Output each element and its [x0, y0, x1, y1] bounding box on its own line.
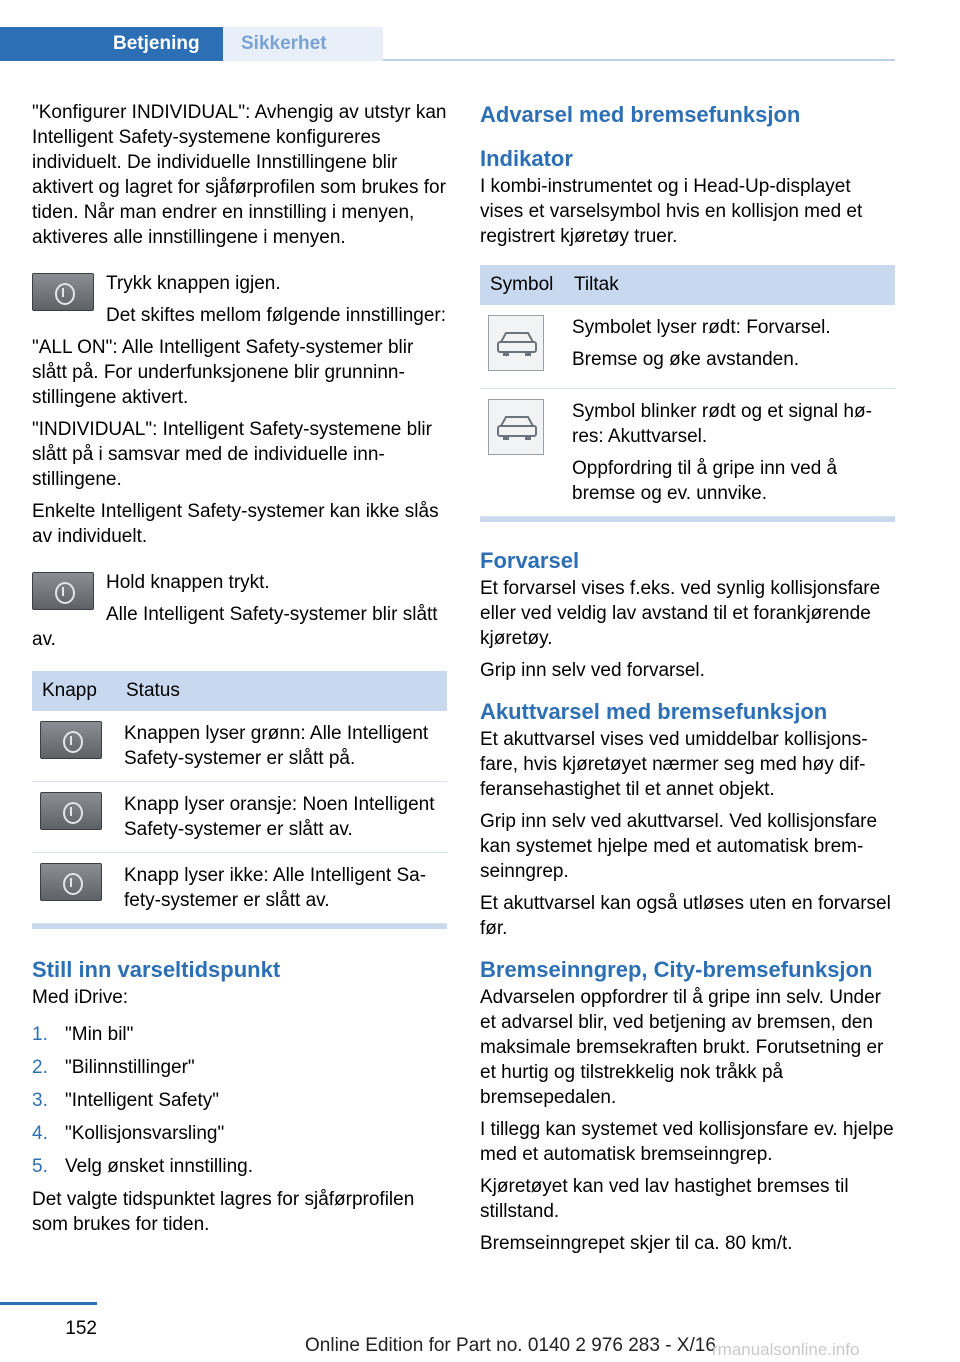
list-item: 4. "Kollisjonsvarsling" [32, 1123, 225, 1144]
paragraph: Advarselen oppfordrer til å gripe inn selv. Under et advarsel blir, ved betjening av bremsen, den maksimale bremsekraften brukt. Forutsetning er et hurtig og tilstrekkelig nok tråkk på bremsepedalen. [480, 987, 884, 1108]
table-header: Knapp [32, 671, 116, 711]
paragraph: Grip inn selv ved akuttvarsel. Ved kollisjonsfare kan systemet hjelpe med et automatisk bremseinngrep. [480, 811, 878, 882]
paragraph: Kjøretøyet kan ved lav hastighet bremses til stillstand. [480, 1176, 849, 1222]
main-heading: Advarsel med bremsefunksjon [480, 102, 801, 127]
chapter-tabs [0, 27, 895, 61]
watermark: rmanualsonline.info [712, 1340, 860, 1359]
paragraph: "ALL ON": Alle Intelligent Safety-systemer blir slått på. For underfunksjonene blir grunninnstillingene aktivert. [32, 337, 414, 408]
paragraph: Grip inn selv ved forvarsel. [480, 660, 705, 681]
button-green-icon [40, 721, 102, 759]
table-row [32, 853, 447, 924]
car-warning-icon [488, 315, 544, 371]
paragraph: Enkelte Intelligent Safety-systemer kan ikke slås av individuelt. [32, 501, 439, 547]
paragraph: Bremseinngrepet skjer til ca. 80 km/t. [480, 1233, 793, 1254]
page-number: 152 [65, 1318, 97, 1339]
button-off-icon [40, 863, 102, 901]
tab-betjening[interactable]: Betjening [0, 27, 223, 61]
paragraph: Trykk knappen igjen. [106, 273, 281, 294]
section-heading: Still inn varseltidspunkt [32, 957, 281, 982]
list-item: 2. "Bilinnstillinger" [32, 1057, 195, 1078]
table-cell: Knapp lyser ikke: Alle Intelligent Safety-systemer er slått av. [116, 853, 447, 924]
list-item: 5. Velg ønsket innstilling. [32, 1156, 253, 1177]
section-heading: Bremseinngrep, City-bremsefunksjon [480, 957, 873, 982]
button-instruction [32, 570, 447, 652]
button-status-table [32, 671, 447, 924]
paragraph: I tillegg kan systemet ved kollisjonsfare ev. hjelpe med et automatisk bremseinngrep. [480, 1119, 894, 1165]
table-row [480, 305, 895, 389]
table-row [480, 389, 895, 517]
table-cell: Oppfordring til å gripe inn ved å bremse og ev. unnvike. [572, 458, 838, 504]
table-header: Status [116, 671, 447, 711]
button-instruction [32, 271, 447, 328]
paragraph: Et akuttvarsel vises ved umiddelbar kollisjonsfare, hvis kjøretøyet nærmer seg med høy differansehastighet til et annet objekt. [480, 729, 868, 800]
paragraph: Hold knappen trykt. [106, 572, 270, 593]
paragraph: I kombi-instrumentet og i Head-Up-displayet vises et varselsymbol hvis en kollisjon med et registrert kjøretøy truer. [480, 176, 863, 247]
table-cell: Knappen lyser grønn: Alle Intelligent Safety-systemer er slått på. [116, 711, 447, 782]
paragraph: "Konfigurer INDIVIDUAL": Avhengig av utstyr kan Intelligent Safety-systemene konfigureres individuelt. De individuelle Innstillingene blir aktivert og lagret for sjåførprofilen som brukes for tiden. Når man endrer en innstilling i menyen, aktiveres alle innstillingene i menyen. [32, 102, 447, 248]
step-list [32, 1022, 447, 1179]
table-end-rule [32, 924, 447, 929]
table-header: Tiltak [564, 265, 895, 305]
list-item: 1. "Min bil" [32, 1024, 134, 1045]
paragraph: Alle Intelligent Safety-systemer blir slått av. [32, 604, 438, 650]
paragraph: Det skiftes mellom følgende innstillinger: [106, 305, 447, 326]
intelligent-safety-button-icon [32, 273, 94, 311]
list-item: 3. "Intelligent Safety" [32, 1090, 219, 1111]
intelligent-safety-button-icon [32, 572, 94, 610]
paragraph: Det valgte tidspunktet lagres for sjåførprofilen som brukes for tiden. [32, 1189, 415, 1235]
table-cell: Knapp lyser oransje: Noen Intelligent Safety-systemer er slått av. [116, 782, 447, 853]
table-cell: Symbolet lyser rødt: Forvarsel. [572, 317, 831, 338]
table-cell: Symbol blinker rødt og et signal høres: Akuttvarsel. [572, 401, 872, 447]
edition-note: Online Edition for Part no. 0140 2 976 283 - X/16 [305, 1335, 716, 1356]
paragraph: Et akuttvarsel kan også utløses uten en forvarsel før. [480, 893, 891, 939]
table-cell: Bremse og øke avstanden. [572, 349, 800, 370]
car-warning-icon [488, 399, 544, 455]
section-heading: Indikator [480, 146, 573, 171]
symbol-table [480, 265, 895, 517]
table-header: Symbol [480, 265, 564, 305]
section-heading: Akuttvarsel med bremsefunksjon [480, 699, 828, 724]
table-row [32, 711, 447, 782]
section-heading: Forvarsel [480, 548, 580, 573]
button-orange-icon [40, 792, 102, 830]
tab-sikkerhet[interactable]: Sikkerhet [223, 27, 383, 61]
table-row [32, 782, 447, 853]
paragraph: "INDIVIDUAL": Intelligent Safety-systemene blir slått på i samsvar med de individuelle innstillingene. [32, 419, 432, 490]
paragraph: Med iDrive: [32, 987, 129, 1008]
paragraph: Et forvarsel vises f.eks. ved synlig kollisjonsfare eller ved veldig lav avstand til et forankjørende kjøretøy. [480, 578, 881, 649]
table-end-rule [480, 517, 895, 522]
left-column [32, 100, 447, 1244]
footer-rule [0, 1302, 97, 1305]
right-column [480, 100, 895, 1263]
